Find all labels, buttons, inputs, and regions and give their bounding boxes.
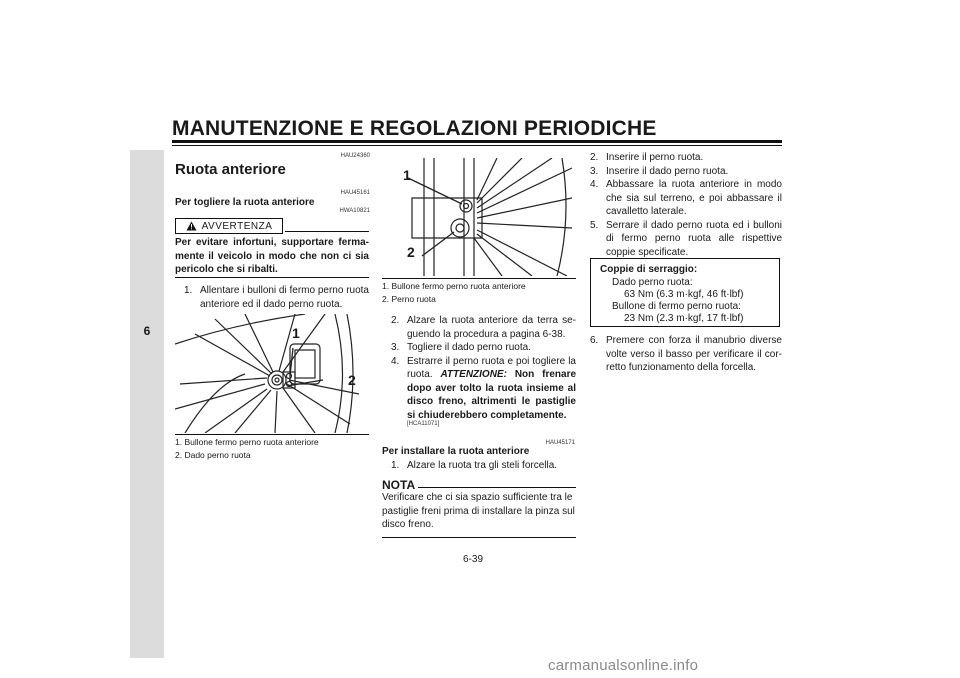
spec-item-label: Dado perno ruota: <box>612 277 693 288</box>
step-text: Inserire il perno ruota. <box>606 152 704 163</box>
list-item <box>590 165 782 179</box>
ref-code: HAU24360 <box>340 153 370 159</box>
step-text: Inserire il dado perno ruota. <box>606 165 729 177</box>
photo-callout-1: 1 <box>403 167 411 183</box>
subsection-title: Per togliere la ruota anteriore <box>175 197 315 208</box>
removal-steps-left <box>184 284 370 311</box>
caution-code: [HCA11071] <box>407 421 440 427</box>
ref-code: HAU45171 <box>545 440 575 446</box>
note-label: NOTA <box>382 478 416 492</box>
step-number: 5. <box>590 219 599 231</box>
page-number: 6-39 <box>463 554 484 565</box>
step-text: Abbassare la ruota anteriore in modo che sia sul terreno, e poi abbassare il cavalletto laterale. <box>606 179 782 217</box>
install-steps-right-final <box>590 334 782 375</box>
step-number: 2. <box>391 315 400 326</box>
photo-caption-1: 1. Bullone fermo perno ruota anteriore <box>175 437 319 447</box>
subsection-title: Per installare la ruota anteriore <box>382 446 530 457</box>
list-item <box>590 151 782 165</box>
step-number: 1. <box>184 285 193 296</box>
step-text: Allentare i bulloni di fermo perno ruota anteriore ed il dado perno ruota. <box>200 285 369 310</box>
warning-banner <box>175 218 283 234</box>
list-item <box>184 284 370 311</box>
photo-callout-1: 1 <box>292 325 300 341</box>
list-item <box>590 334 782 375</box>
step-number: 3. <box>391 342 400 353</box>
step-number: 2. <box>590 152 599 163</box>
warning-label: AVVERTENZA <box>201 220 273 232</box>
ref-code: HAU45161 <box>340 190 370 196</box>
warning-rule <box>285 231 369 232</box>
install-steps-right <box>590 151 782 259</box>
spec-item-value: 23 Nm (2.3 m·kgf, 17 ft·lbf) <box>624 313 744 324</box>
step-number: 1. <box>391 460 400 471</box>
step-text <box>407 355 576 423</box>
note-end-rule <box>382 537 576 538</box>
caution-label: ATTENZIONE: <box>440 369 507 380</box>
removal-steps-middle <box>391 314 576 422</box>
step-number: 3. <box>590 165 599 177</box>
photo-front-wheel-axle <box>175 314 359 433</box>
photo-callout-2: 2 <box>407 244 415 260</box>
section-title: Ruota anteriore <box>175 161 286 178</box>
photo-caption-2: 2. Perno ruota <box>382 294 436 304</box>
chapter-tab <box>130 150 164 658</box>
warning-triangle-icon <box>186 221 197 231</box>
header-rule-thin <box>172 145 782 146</box>
step-text: Premere con forza il manubrio diverse volte verso il basso per verificare il cor-retto funzionamento della forcella. <box>606 335 782 373</box>
step-text: Togliere il dado perno ruota. <box>407 342 531 353</box>
ref-code: HWA10821 <box>339 208 370 214</box>
step-text: Alzare la ruota anteriore da terra se-guendo la procedura a pagina 6-38. <box>407 315 576 340</box>
step-text: Alzare la ruota tra gli steli forcella. <box>407 460 558 471</box>
list-item <box>391 355 576 423</box>
photo-caption-1: 1. Bullone fermo perno ruota anteriore <box>382 281 526 291</box>
note-text: Verificare che ci sia spazio sufficiente tra le pastiglie freni prima di installare la pinza sul disco freno. <box>382 492 575 530</box>
step-text: Serrare il dado perno ruota ed i bulloni di fermo perno ruota alle rispettive coppie specificate. <box>606 219 782 258</box>
chapter-number: 6 <box>143 324 151 338</box>
photo-caption-2: 2. Dado perno ruota <box>175 450 251 460</box>
caution-text: Non frenare dopo aver tolto la ruota insieme al disco freno, altrimenti le pastiglie si chiuderebbero completamente. <box>407 369 577 421</box>
list-item <box>391 341 576 355</box>
list-item <box>391 459 576 473</box>
list-item <box>590 219 782 260</box>
step-number: 6. <box>590 335 599 346</box>
spec-title: Coppie di serraggio: <box>600 264 698 275</box>
step-number: 4. <box>590 179 599 190</box>
header-rule-thick <box>172 140 782 143</box>
caption-rule <box>382 278 576 279</box>
watermark-text[interactable]: carmanualsonline.info <box>548 657 699 674</box>
photo-callout-2: 2 <box>348 372 356 388</box>
note-rule <box>418 487 576 488</box>
caption-rule <box>175 434 369 435</box>
page-header-title: MANUTENZIONE E REGOLAZIONI PERIODICHE <box>172 117 657 140</box>
list-item <box>590 178 782 219</box>
warning-end-rule <box>175 277 369 278</box>
warning-text: Per evitare infortuni, supportare ferma-mente il veicolo in modo che non ci sia pericolo che si ribalti. <box>175 237 369 275</box>
spec-item-label: Bullone di fermo perno ruota: <box>612 301 741 312</box>
wheel-hub-illustration <box>175 314 359 433</box>
torque-spec-box <box>590 258 780 327</box>
step-text-main: Estrarre il perno ruota e poi togliere la ruota. <box>407 355 576 380</box>
list-item <box>391 314 576 341</box>
spec-item-value: 63 Nm (6.3 m·kgf, 46 ft·lbf) <box>624 289 744 300</box>
install-steps-middle <box>391 459 576 473</box>
step-number: 4. <box>391 355 400 367</box>
